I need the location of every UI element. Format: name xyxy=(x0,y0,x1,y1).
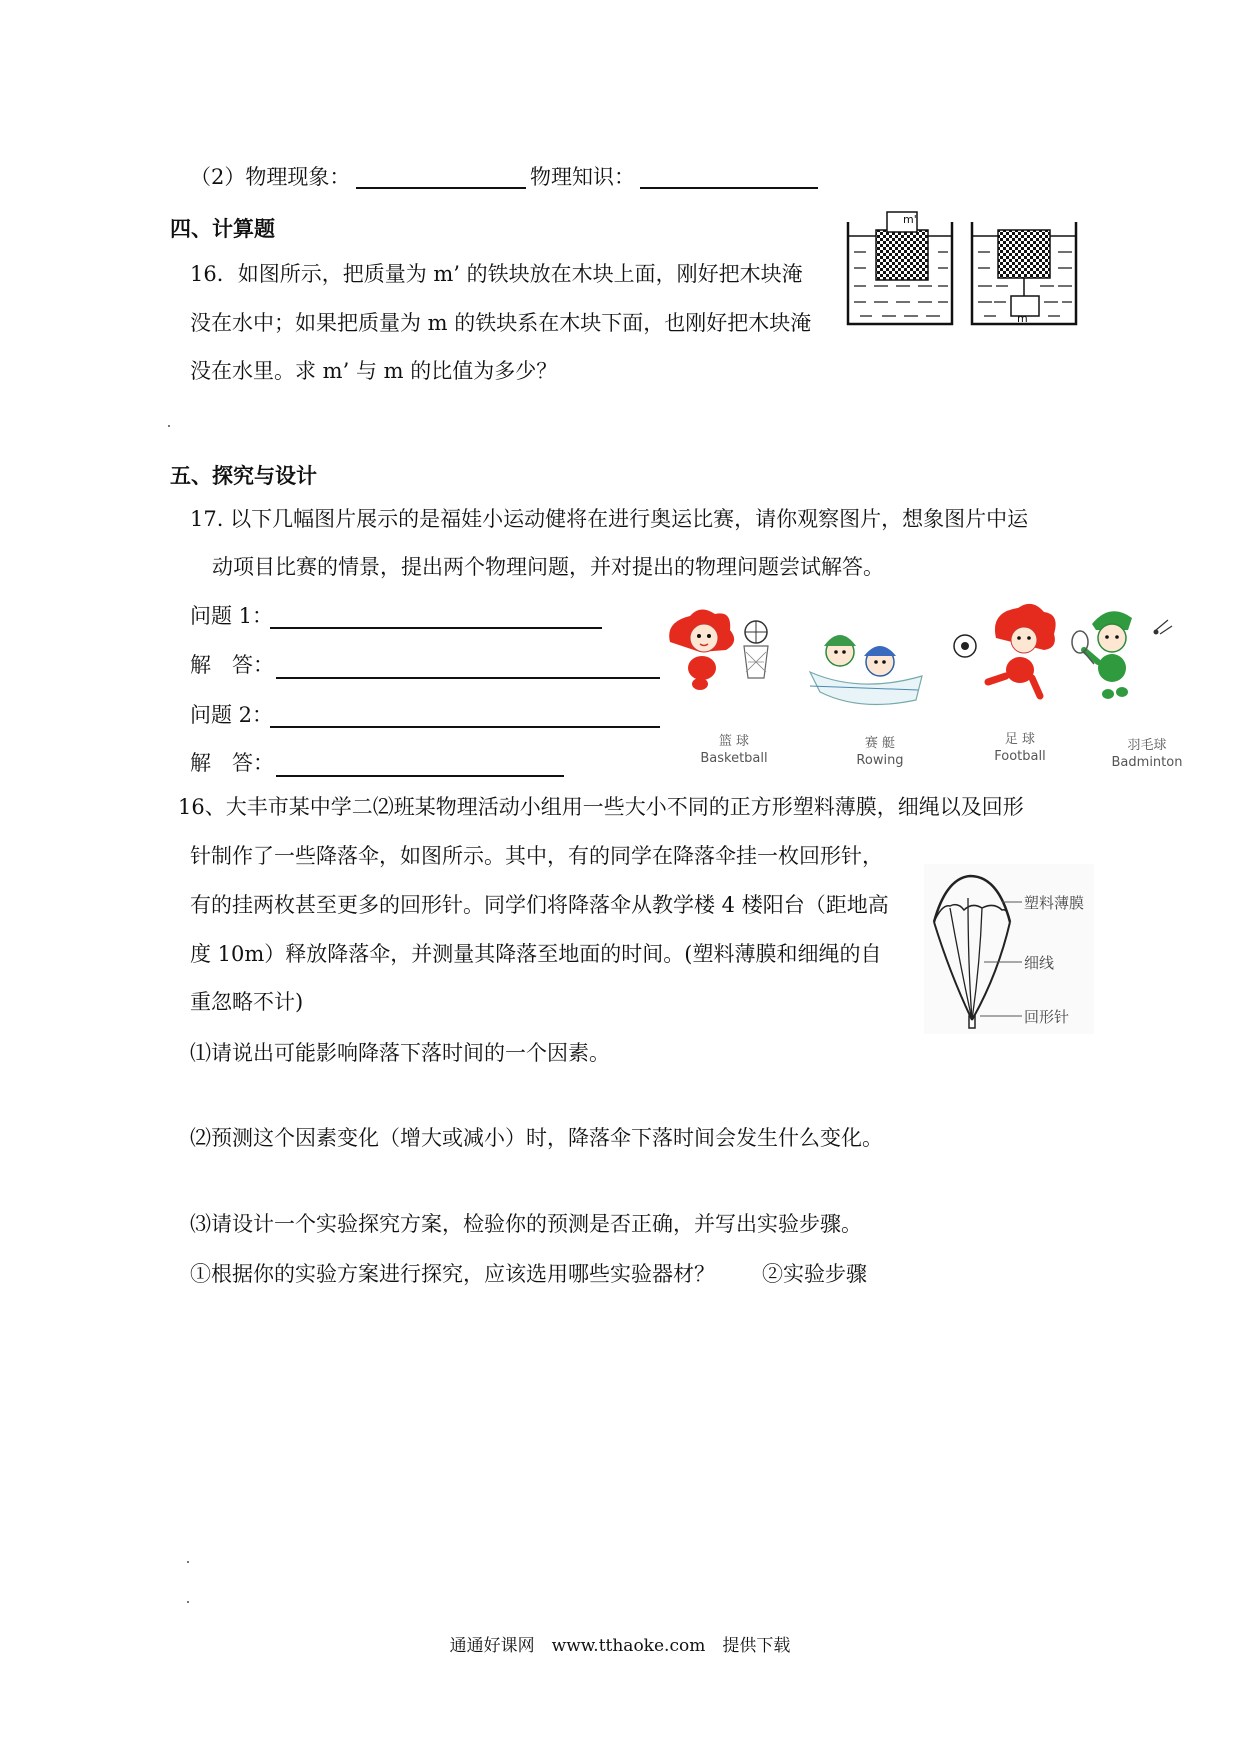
fig-label-m: m xyxy=(1017,312,1028,325)
beaker-right xyxy=(972,222,1076,324)
q16-line-3: 没在水里。求 m’ 与 m 的比值为多少？ xyxy=(190,359,558,383)
sub-question-1: ⑴请说出可能影响降落下落时间的一个因素。 xyxy=(190,1041,610,1065)
page-mark xyxy=(168,425,170,427)
q17-line-2: 动项目比赛的情景，提出两个物理问题，并对提出的物理问题尝试解答。 xyxy=(212,555,884,579)
badminton-mascot-icon xyxy=(1072,611,1172,699)
page-mark xyxy=(187,1561,189,1563)
basketball-mascot-icon xyxy=(669,609,768,690)
label-thread: 细线 xyxy=(1024,954,1055,972)
q17-line-1: 17. 以下几幅图片展示的是福娃小运动健将在进行奥运比赛，请你观察图片，想象图片中运 xyxy=(190,507,1029,531)
question-1-label: 问题 1： xyxy=(190,604,274,628)
q16-line-2: 没在水中；如果把质量为 m 的铁块系在木块下面，也刚好把木块淹 xyxy=(190,311,812,335)
fig-label-m-prime: m' xyxy=(903,213,917,226)
question-2-label: 问题 2： xyxy=(190,703,274,727)
answer-2-label: 解 答： xyxy=(190,751,274,775)
caption-rowing: 赛 艇 Rowing xyxy=(856,736,904,768)
beaker-left xyxy=(848,212,952,324)
q16-line-1: 16．如图所示，把质量为 m’ 的铁块放在木块上面，刚好把木块淹 xyxy=(190,262,803,286)
football-mascot-icon xyxy=(954,604,1056,696)
question-2-blank[interactable] xyxy=(270,726,660,728)
answer-1-label: 解 答： xyxy=(190,653,274,677)
answer-2-blank[interactable] xyxy=(276,775,564,777)
caption-basketball: 篮 球 Basketball xyxy=(700,734,768,766)
q16b-line-5: 重忽略不计) xyxy=(190,990,304,1014)
label-plastic-film: 塑料薄膜 xyxy=(1024,894,1085,912)
answer-blank-knowledge[interactable] xyxy=(640,187,818,189)
beaker-diagram xyxy=(844,208,1084,328)
knowledge-label: 物理知识： xyxy=(530,165,635,189)
q16b-line-3: 有的挂两枚甚至更多的回形针。同学们将降落伞从教学楼 4 楼阳台（距地高 xyxy=(190,893,889,917)
caption-badminton: 羽毛球 Badminton xyxy=(1111,738,1183,770)
page-footer: 通通好课网 www.tthaoke.com 提供下载 xyxy=(449,1636,791,1656)
rowing-mascot-icon xyxy=(810,635,922,705)
label-paperclip: 回形针 xyxy=(1024,1008,1070,1026)
section-heading-calc: 四、计算题 xyxy=(170,217,275,241)
item-2-label: （2）物理现象： xyxy=(190,165,351,189)
q16b-line-4: 度 10m）释放降落伞，并测量其降落至地面的时间。(塑料薄膜和细绳的自 xyxy=(190,942,882,966)
sub-question-3a: ①根据你的实验方案进行探究，应该选用哪些实验器材？ xyxy=(190,1262,715,1286)
fuwa-sports-illustration xyxy=(660,602,1200,722)
sub-question-3b: ②实验步骤 xyxy=(762,1262,867,1286)
q16b-line-2: 针制作了一些降落伞，如图所示。其中，有的同学在降落伞挂一枚回形针， xyxy=(190,844,883,868)
page-mark xyxy=(187,1601,189,1603)
answer-blank-phenomenon[interactable] xyxy=(356,187,526,189)
caption-football: 足 球 Football xyxy=(994,732,1046,764)
sub-question-3: ⑶请设计一个实验探究方案，检验你的预测是否正确，并写出实验步骤。 xyxy=(190,1212,862,1236)
question-1-blank[interactable] xyxy=(270,627,602,629)
sub-question-2: ⑵预测这个因素变化（增大或减小）时，降落伞下落时间会发生什么变化。 xyxy=(190,1126,883,1150)
q16b-line-1: 16、大丰市某中学二⑵班某物理活动小组用一些大小不同的正方形塑料薄膜，细绳以及回形 xyxy=(178,795,1024,819)
answer-1-blank[interactable] xyxy=(276,677,660,679)
section-heading-explore: 五、探究与设计 xyxy=(170,464,317,488)
